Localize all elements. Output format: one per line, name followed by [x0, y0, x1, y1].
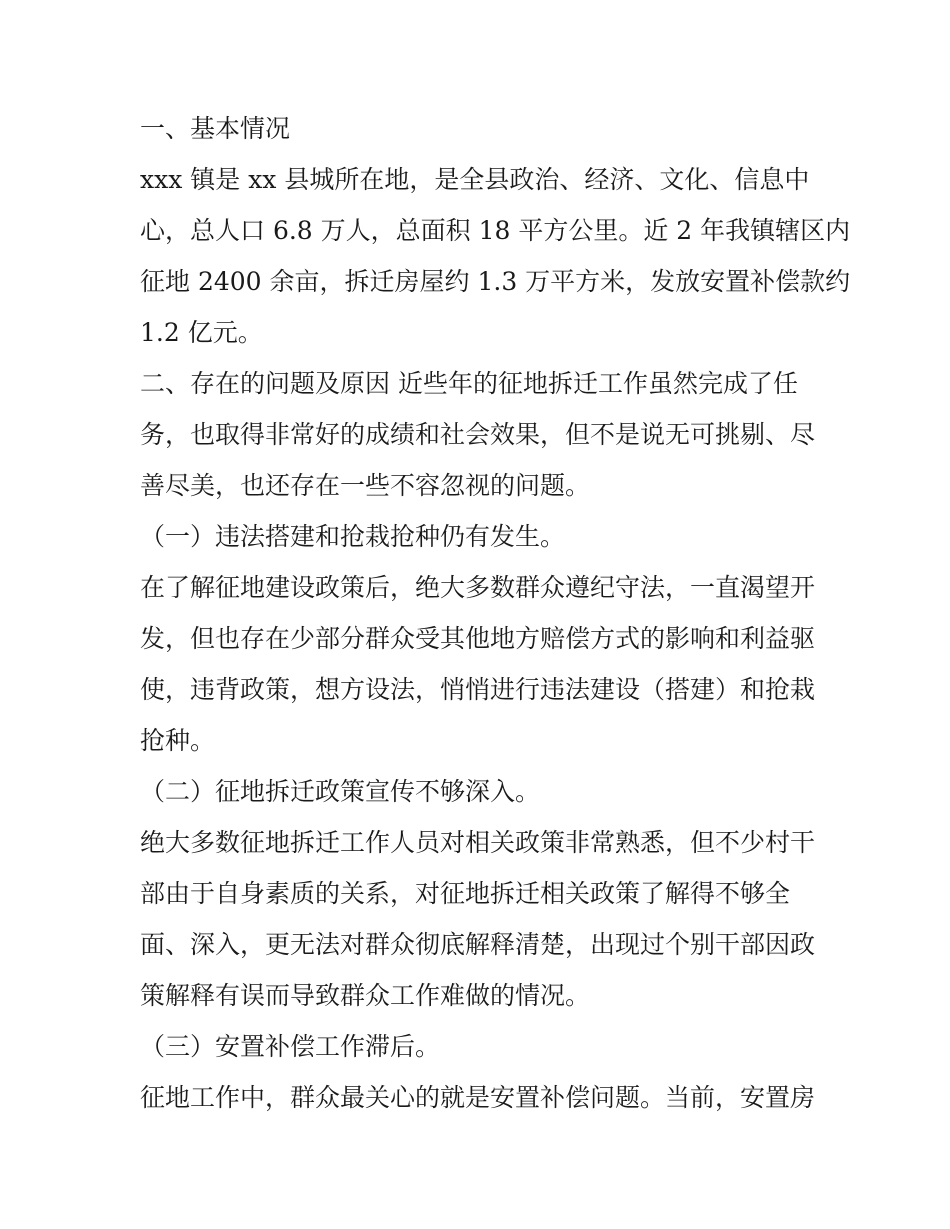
paragraph-line: 善尽美，也还存在一些不容忽视的问题。 — [140, 471, 591, 500]
paragraph-line: 面、深入，更无法对群众彻底解释清楚，出现过个别干部因政 — [140, 930, 816, 959]
paragraph-line: 心，总人口 6.8 万人，总面积 18 平方公里。近 2 年我镇辖区内 — [140, 216, 851, 245]
subheading-2: （二）征地拆迁政策宣传不够深入。 — [140, 777, 541, 806]
subheading-1: （一）违法搭建和抢栽抢种仍有发生。 — [140, 522, 566, 551]
heading-problems-and-causes: 二、存在的问题及原因 近些年的征地拆迁工作虽然完成了任 — [140, 369, 798, 398]
paragraph-line: 征地 2400 余亩，拆迁房屋约 1.3 万平方米，发放安置补偿款约 — [140, 267, 851, 296]
paragraph-line: 1.2 亿元。 — [140, 318, 263, 347]
paragraph-line: 抢种。 — [140, 726, 216, 755]
paragraph-line: 征地工作中，群众最关心的就是安置补偿问题。当前，安置房 — [140, 1083, 816, 1112]
paragraph-line: 使，违背政策，想方设法，悄悄进行违法建设（搭建）和抢栽 — [140, 675, 816, 704]
paragraph-line: 在了解征地建设政策后，绝大多数群众遵纪守法，一直渴望开 — [140, 573, 816, 602]
paragraph-line: 部由于自身素质的关系，对征地拆迁相关政策了解得不够全 — [140, 879, 791, 908]
paragraph-line: 策解释有误而导致群众工作难做的情况。 — [140, 981, 591, 1010]
paragraph-line: 绝大多数征地拆迁工作人员对相关政策非常熟悉，但不少村干 — [140, 828, 816, 857]
paragraph-line: xxx 镇是 xx 县城所在地，是全县政治、经济、文化、信息中 — [140, 165, 810, 194]
paragraph-line: 发，但也存在少部分群众受其他地方赔偿方式的影响和利益驱 — [140, 624, 816, 653]
subheading-3: （三）安置补偿工作滞后。 — [140, 1032, 441, 1061]
heading-basic-situation: 一、基本情况 — [140, 114, 291, 143]
paragraph-line: 务，也取得非常好的成绩和社会效果，但不是说无可挑剔、尽 — [140, 420, 816, 449]
